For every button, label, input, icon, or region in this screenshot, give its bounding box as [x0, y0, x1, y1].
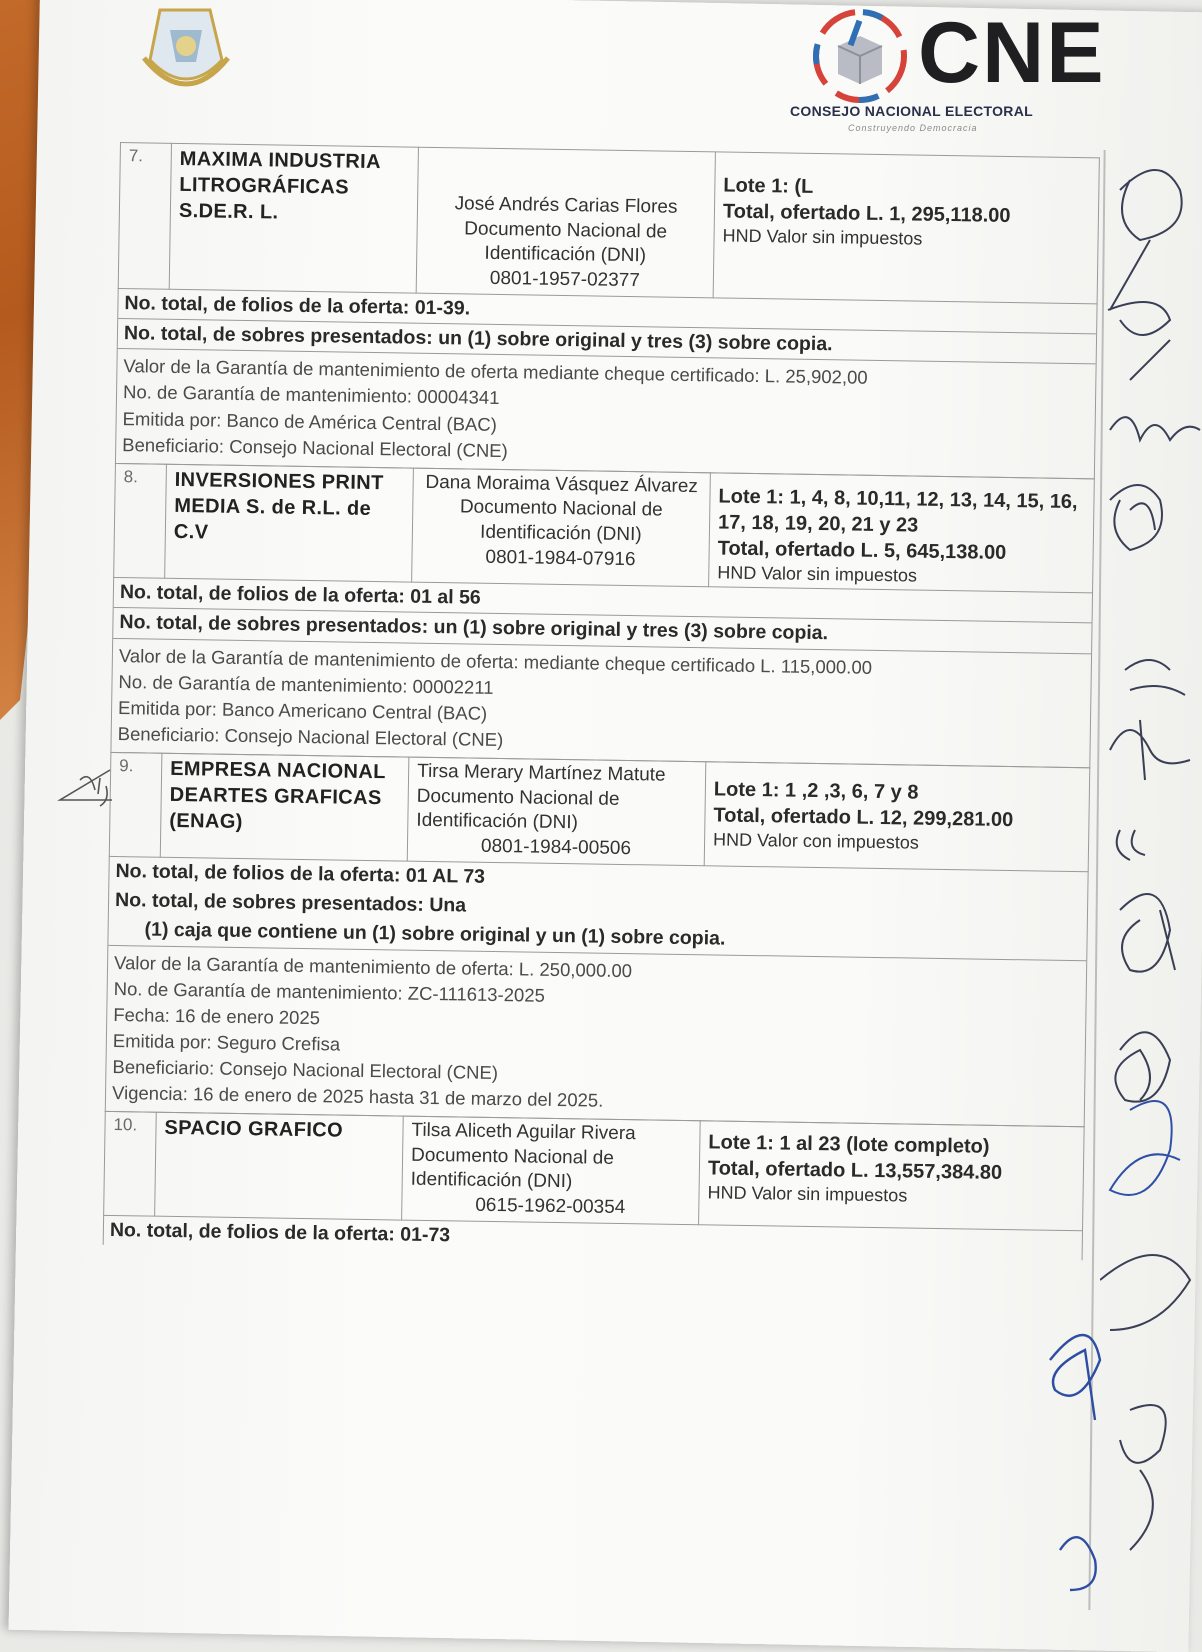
dni-number: 0615-1962-00354	[475, 1194, 626, 1219]
guarantee-value: Valor de la Garantía de mantenimiento de oferta: mediante cheque certificado L. 115,000.00	[118, 644, 873, 678]
representative: Tirsa Merary Martínez Matute Documento Nacional de Identificación (DNI)	[416, 760, 666, 834]
ballot-box-icon	[800, 6, 920, 106]
national-seal-icon	[140, 0, 232, 100]
folios-count: No. total, de folios de la oferta: 01-73	[109, 1218, 451, 1247]
entry-number: 7.	[118, 143, 171, 290]
company-name: INVERSIONES PRINT MEDIA S. de R.L. de C.V	[165, 464, 414, 582]
envelopes-count: No. total, de sobres presentados: un (1) sobre original y tres (3) sobre copia.	[118, 319, 1096, 365]
bid-entry-9	[109, 752, 1091, 872]
guarantee-number: No. de Garantía de mantenimiento: ZC-111613-2025	[113, 977, 546, 1006]
margin-handwritten-mark	[50, 760, 130, 840]
guarantee-validity: Vigencia: 16 de enero de 2025 hasta 31 de marzo del 2025.	[111, 1081, 604, 1111]
guarantee-issuer: Emitida por: Banco de América Central (BAC)	[122, 407, 498, 435]
guarantee-number: No. de Garantía de mantenimiento: 00004341	[122, 381, 500, 409]
total-offer: Total, ofertado L. 12, 299,281.00	[713, 804, 1014, 832]
total-offer: Total, ofertado L. 5, 645,138.00	[717, 537, 1007, 564]
guarantee-block	[111, 639, 1091, 769]
representative: Dana Moraima Vásquez Álvarez Documento Nacional de Identificación (DNI)	[425, 471, 699, 546]
logo-tagline: Construyendo Democracia	[848, 123, 978, 133]
entry-number: 9.	[109, 752, 162, 857]
representative: José Andrés Carias Flores Documento Nacional de Identificación (DNI)	[454, 193, 678, 267]
company-name: MAXIMA INDUSTRIA LITROGRÁFICAS S.DE.R. L.	[169, 143, 418, 293]
dni-number: 0801-1957-02377	[489, 267, 641, 292]
bid-entry-8	[113, 463, 1095, 594]
company-name: EMPRESA NACIONAL DEARTES GRAFICAS (ENAG)	[160, 753, 409, 861]
lot-info: Lote 1: 1 ,2 ,3, 6, 7 y 8	[713, 778, 919, 804]
guarantee-issuer: Emitida por: Banco Americano Central (BAC)	[117, 696, 488, 724]
entry-7-summary	[115, 289, 1098, 479]
dni-number: 0801-1984-00506	[480, 835, 632, 860]
entry-number: 10.	[104, 1111, 157, 1216]
entry-number: 8.	[114, 463, 167, 578]
cne-logo	[790, 0, 1130, 140]
bid-entry-10	[103, 1111, 1085, 1231]
tax-note: HND Valor sin impuestos	[717, 562, 918, 586]
guarantee-beneficiary: Beneficiario: Consejo Nacional Electoral (CNE)	[117, 722, 504, 750]
envelopes-count: No. total, de sobres presentados: Una	[114, 889, 467, 917]
dni-number: 0801-1984-07916	[485, 546, 636, 570]
company-name: SPACIO GRAFICO	[155, 1112, 404, 1220]
lot-info: Lote 1: 1, 4, 8, 10,11, 12, 13, 14, 15, 16, 17, 18, 19, 20, 21 y 23	[717, 485, 1078, 537]
guarantee-date: Fecha: 16 de enero 2025	[113, 1003, 321, 1029]
entry-8-summary	[110, 578, 1093, 768]
guarantee-block	[106, 946, 1086, 1128]
folios-count: No. total, de folios de la oferta: 01-39.	[118, 289, 1096, 335]
guarantee-beneficiary: Beneficiario: Consejo Nacional Electoral (CNE)	[112, 1055, 499, 1083]
lot-info: Lote 1: 1 al 23 (lote completo)	[708, 1131, 990, 1158]
bid-entry-7	[118, 142, 1100, 304]
guarantee-issuer: Emitida por: Seguro Crefisa	[112, 1029, 341, 1055]
tax-note: HND Valor sin impuestos	[707, 1182, 908, 1206]
bid-document	[103, 142, 1100, 1260]
guarantee-value: Valor de la Garantía de mantenimiento de oferta mediante cheque certificado: L. 25,902,00	[123, 355, 868, 389]
total-offer: Total, ofertado L. 13,557,384.80	[707, 1157, 1003, 1184]
lot-info: Lote 1: (L	[723, 174, 814, 198]
margin-signatures	[1100, 150, 1202, 1600]
logo-text: CNE	[918, 5, 1106, 101]
logo-subtitle: CONSEJO NACIONAL ELECTORAL	[790, 103, 1033, 119]
guarantee-value: Valor de la Garantía de mantenimiento de oferta: L. 250,000.00	[113, 951, 633, 981]
folios-count: No. total, de folios de la oferta: 01 AL 73	[115, 859, 486, 888]
entry-9-summary	[105, 857, 1089, 1128]
guarantee-block	[116, 349, 1096, 479]
envelopes-count: No. total, de sobres presentados: un (1) sobre original y tres (3) sobre copia.	[113, 608, 1091, 654]
guarantee-number: No. de Garantía de mantenimiento: 00002211	[118, 670, 494, 698]
envelopes-detail: (1) caja que contiene un (1) sobre original y un (1) sobre copia.	[108, 915, 1086, 961]
blue-signature	[1040, 1300, 1110, 1600]
tax-note: HND Valor con impuestos	[712, 829, 920, 853]
total-offer: Total, ofertado L. 1, 295,118.00	[722, 200, 1011, 227]
guarantee-beneficiary: Beneficiario: Consejo Nacional Electoral (CNE)	[122, 433, 508, 461]
representative: Tilsa Aliceth Aguilar Rivera Documento Nacional de Identificación (DNI)	[410, 1119, 636, 1193]
tax-note: HND Valor sin impuestos	[722, 225, 923, 249]
folios-count: No. total, de folios de la oferta: 01 al 56	[114, 578, 1092, 624]
